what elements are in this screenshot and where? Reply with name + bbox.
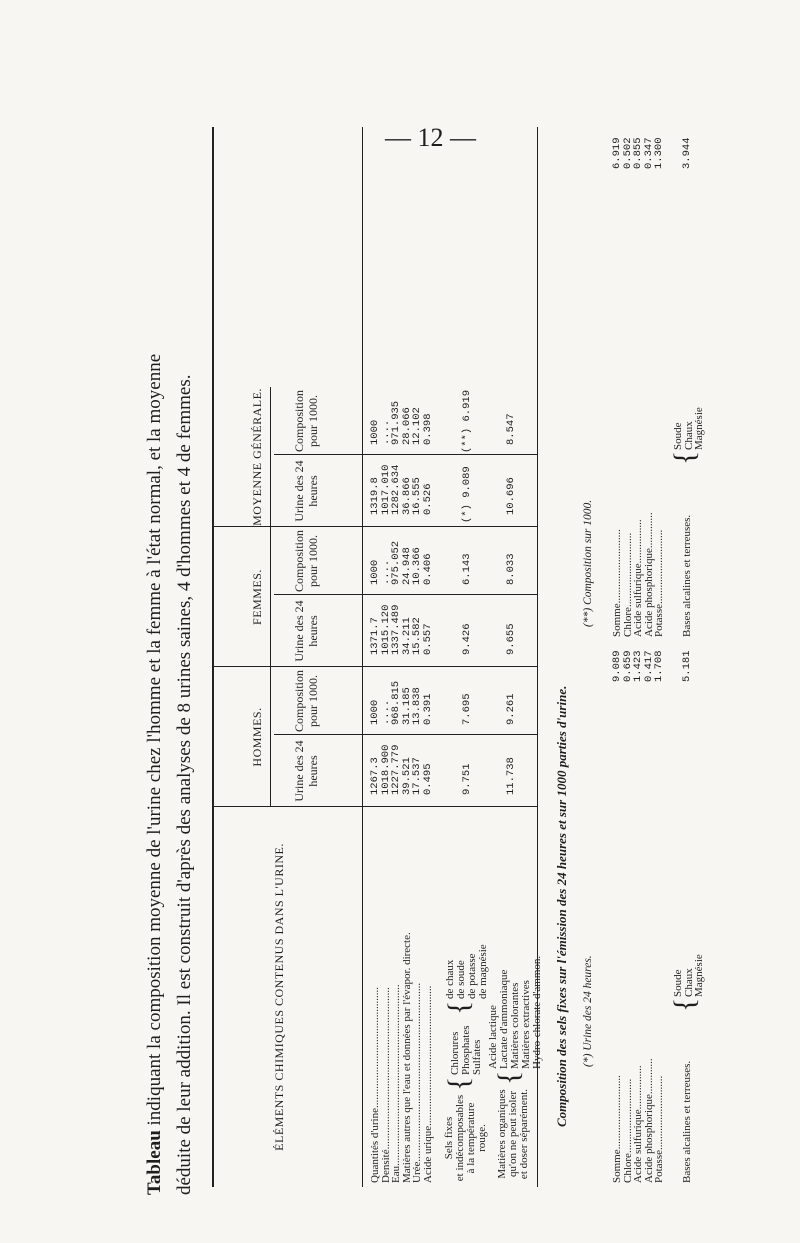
rotated-table-block xyxy=(140,75,800,1195)
composition-left-labels xyxy=(612,1058,665,1183)
page-number: — 12 — xyxy=(385,123,476,152)
comp-value: 0.855 xyxy=(632,137,644,169)
brace-glyph: { xyxy=(492,1070,525,1085)
comp-value: 1.423 xyxy=(632,650,644,682)
group-underline xyxy=(270,387,271,807)
col-femmes-urine xyxy=(370,605,433,655)
col-sep xyxy=(274,454,537,455)
fixed-moy-compo: (**) 6.919 xyxy=(461,389,473,453)
table-caption xyxy=(140,75,200,1195)
header-femmes-compo: Composition pour 1000. xyxy=(292,530,320,593)
organic-moy-urine: 10.696 xyxy=(505,477,517,515)
cell: 12.102 xyxy=(411,407,423,445)
header-moy-urine: Urine des 24 heures xyxy=(292,460,320,522)
cell: 31.185 xyxy=(400,687,413,725)
fixed-hommes-compo: 7.695 xyxy=(461,693,473,725)
base-item: Chaux xyxy=(682,968,695,997)
comp-value: 0.347 xyxy=(642,137,655,169)
fixed-salts-label xyxy=(444,1093,488,1183)
left-bases-label: Bases alcalines et terreuses. xyxy=(681,1060,693,1183)
cell: 36.866 xyxy=(400,477,413,515)
organic-femmes-compo: 8.033 xyxy=(505,553,517,585)
organic-label xyxy=(497,1085,530,1183)
row-label-matieres: Matières autres que l'eau et données par l'évapor. directe. xyxy=(400,932,413,1183)
right-bases-value: 3.944 xyxy=(681,137,693,169)
col-moy-compo xyxy=(370,401,433,445)
cell: 0.557 xyxy=(421,623,434,655)
cell: 0.391 xyxy=(421,693,434,725)
row-label-acide-urique: Acide urique................................................... xyxy=(421,985,434,1183)
comp-label: Somme........................... xyxy=(611,1075,623,1183)
right-bases-items xyxy=(673,407,705,450)
fixed-hommes-urine: 9.751 xyxy=(461,763,473,795)
organic-label-line: qu'on ne peut isoler xyxy=(507,1091,519,1177)
header-hommes-urine: Urine des 24 heures xyxy=(292,740,320,802)
comp-value: 6.919 xyxy=(611,137,623,169)
comp-label: Acide phosphorique............. xyxy=(642,512,655,637)
organic-hommes-compo: 9.261 xyxy=(505,693,517,725)
cell: 13.838 xyxy=(411,687,423,725)
comp-value: 9.089 xyxy=(611,650,623,682)
brace-glyph: { xyxy=(442,1076,475,1091)
salt-base: de chaux xyxy=(444,959,456,999)
composition-left-values xyxy=(612,650,665,682)
row-label-densite: Densité........................................................... xyxy=(379,987,392,1183)
cell: 1267.3 xyxy=(369,757,381,795)
composition-right-subtitle: (**) Composition sur 1000. xyxy=(582,499,594,627)
cell: 1000 xyxy=(369,559,381,585)
header-moy-compo: Composition pour 1000. xyxy=(292,390,320,453)
cell: 10.366 xyxy=(411,547,423,585)
cell: 39.521 xyxy=(400,757,413,795)
composition-left-subtitle: (*) Urine des 24 heures. xyxy=(582,955,594,1067)
cell: 1319.8 xyxy=(369,477,381,515)
cell: 28.066 xyxy=(400,407,413,445)
comp-label: Somme........................... xyxy=(611,529,623,637)
brace-glyph: { xyxy=(442,1000,475,1015)
cell: 16.555 xyxy=(411,477,423,515)
organic-label-line: et doser séparément. xyxy=(518,1088,530,1180)
fixed-moy-urine: (*) 9.089 xyxy=(461,466,473,523)
base-item: Magnésie xyxy=(693,407,705,450)
organic-item: Acide lactique xyxy=(487,1005,499,1069)
col-moy-urine xyxy=(370,465,433,515)
organic-hommes-urine: 11.738 xyxy=(505,757,517,795)
caption-line-2: déduite de leur addition. Il est construit d'après des analyses de 8 urines saines, 4 d'hommes et 4 de femmes. xyxy=(174,374,195,1195)
cell: .... xyxy=(379,559,392,585)
comp-label: Chlore........................... xyxy=(621,532,634,637)
caption-lead: Tableau xyxy=(144,1130,165,1195)
fixed-salts-bases xyxy=(445,944,489,999)
col-hommes-urine xyxy=(370,745,433,795)
organic-label-line: Matières organiques xyxy=(496,1089,508,1179)
base-item: Soude xyxy=(672,422,684,450)
comp-value: 1.300 xyxy=(653,137,665,169)
organic-item: Matières colorantes xyxy=(509,982,521,1069)
base-item: Chaux xyxy=(682,421,695,450)
cell: 1000 xyxy=(369,699,381,725)
comp-label: Acide phosphorique............. xyxy=(642,1058,655,1183)
cell: 15.582 xyxy=(411,617,423,655)
comp-value: 0.659 xyxy=(621,650,634,682)
comp-value: 0.417 xyxy=(642,650,655,682)
cell: 0.398 xyxy=(421,413,434,445)
header-femmes-urine: Urine des 24 heures xyxy=(292,600,320,662)
header-hommes-compo: Composition pour 1000. xyxy=(292,670,320,733)
salt-item: Sulfates xyxy=(471,1039,483,1075)
cell: 1371.7 xyxy=(369,617,381,655)
right-bases-label: Bases alcalines et terreuses. xyxy=(681,514,693,637)
caption-line-1 xyxy=(140,75,170,1195)
cell: 968.815 xyxy=(390,680,402,725)
table-top-rule xyxy=(212,127,214,1187)
salt-item: Phosphates xyxy=(460,1025,472,1075)
cell: 0.526 xyxy=(421,483,434,515)
fixed-salts-label-line: à la température xyxy=(465,1102,477,1174)
organic-item: Matières extractives xyxy=(520,980,532,1069)
organic-items xyxy=(488,956,543,1069)
cell: 1000 xyxy=(369,419,381,445)
col-sep xyxy=(274,734,537,735)
fixed-femmes-compo: 6.143 xyxy=(461,553,473,585)
brace-glyph: { xyxy=(668,997,701,1012)
header-elements: ÉLÉMENTS CHIMIQUES CONTENUS DANS L'URINE. xyxy=(272,843,286,1151)
comp-label: Potasse........................... xyxy=(653,529,665,637)
brace-glyph: { xyxy=(668,450,701,465)
comp-label: Chlore........................... xyxy=(621,1078,634,1183)
comp-value: 0.502 xyxy=(621,137,634,169)
cell: 34.211 xyxy=(400,617,413,655)
cell: 0.406 xyxy=(421,553,434,585)
composition-title: Composition des sels fixes sur l'émission des 24 heures et sur 1000 parties d'urine. xyxy=(554,685,569,1127)
comp-label: Potasse........................... xyxy=(653,1075,665,1183)
cell: 1337.489 xyxy=(390,604,402,655)
comp-label: Acide sulfurique................ xyxy=(632,1065,644,1183)
base-item: Soude xyxy=(672,969,684,997)
table-header-rule xyxy=(362,127,363,1187)
cell: 0.495 xyxy=(421,763,434,795)
cell: 1015.120 xyxy=(379,604,392,655)
cell: 1282.634 xyxy=(390,464,402,515)
salt-base: de magnésie xyxy=(477,944,489,999)
col-sep xyxy=(274,594,537,595)
header-moyenne: MOYENNE GÉNÉRALE. xyxy=(250,388,264,526)
fixed-salts-label-line: Sels fixes xyxy=(443,1116,455,1160)
cell: 975.052 xyxy=(390,540,402,585)
salt-base: de soude xyxy=(455,960,467,999)
fixed-salts-label-line: rouge. xyxy=(476,1124,488,1152)
fixed-salts-label-line: et indécomposables xyxy=(454,1094,466,1182)
fixed-salts-items xyxy=(450,1026,483,1076)
cell: 971.935 xyxy=(390,400,402,445)
data-table xyxy=(212,87,800,1187)
organic-moy-compo: 8.547 xyxy=(505,413,517,445)
left-bases-value: 5.181 xyxy=(681,650,693,682)
organic-femmes-urine: 9.655 xyxy=(505,623,517,655)
row-label-uree: Urée................................................................. xyxy=(411,982,423,1183)
cell: 1018.900 xyxy=(379,744,392,795)
header-hommes: HOMMES. xyxy=(250,707,264,767)
composition-right-values xyxy=(612,137,665,169)
header-femmes: FEMMES. xyxy=(250,569,264,625)
fixed-femmes-urine: 9.426 xyxy=(461,623,473,655)
left-bases-items xyxy=(673,954,705,997)
comp-value: 1.708 xyxy=(653,650,665,682)
cell: .... xyxy=(379,419,392,445)
comp-label: Acide sulfurique................ xyxy=(632,519,644,637)
organic-item: Hydro-chlorate d'ammon. xyxy=(531,955,543,1069)
row-label-eau: Eau.................................................................. xyxy=(390,984,402,1183)
col-hommes-compo xyxy=(370,681,433,725)
cell: 17.537 xyxy=(411,757,423,795)
composition-right-labels xyxy=(612,512,665,637)
salt-item: Chlorures xyxy=(449,1031,461,1075)
organic-item: Lactate d'ammoniaque xyxy=(498,969,510,1069)
col-femmes-compo xyxy=(370,541,433,585)
base-item: Magnésie xyxy=(693,954,705,997)
cell: 1017.010 xyxy=(379,464,392,515)
caption-line1-text: indiquant la composition moyenne de l'urine chez l'homme et la femme à l'état normal, et la moyenne xyxy=(144,353,165,1131)
cell: 24.948 xyxy=(400,547,413,585)
salt-base: de potasse xyxy=(466,953,478,999)
cell: .... xyxy=(379,699,392,725)
row-label-quantites: Quantités d'urine............................................ xyxy=(369,987,381,1183)
cell: 1227.779 xyxy=(390,744,402,795)
